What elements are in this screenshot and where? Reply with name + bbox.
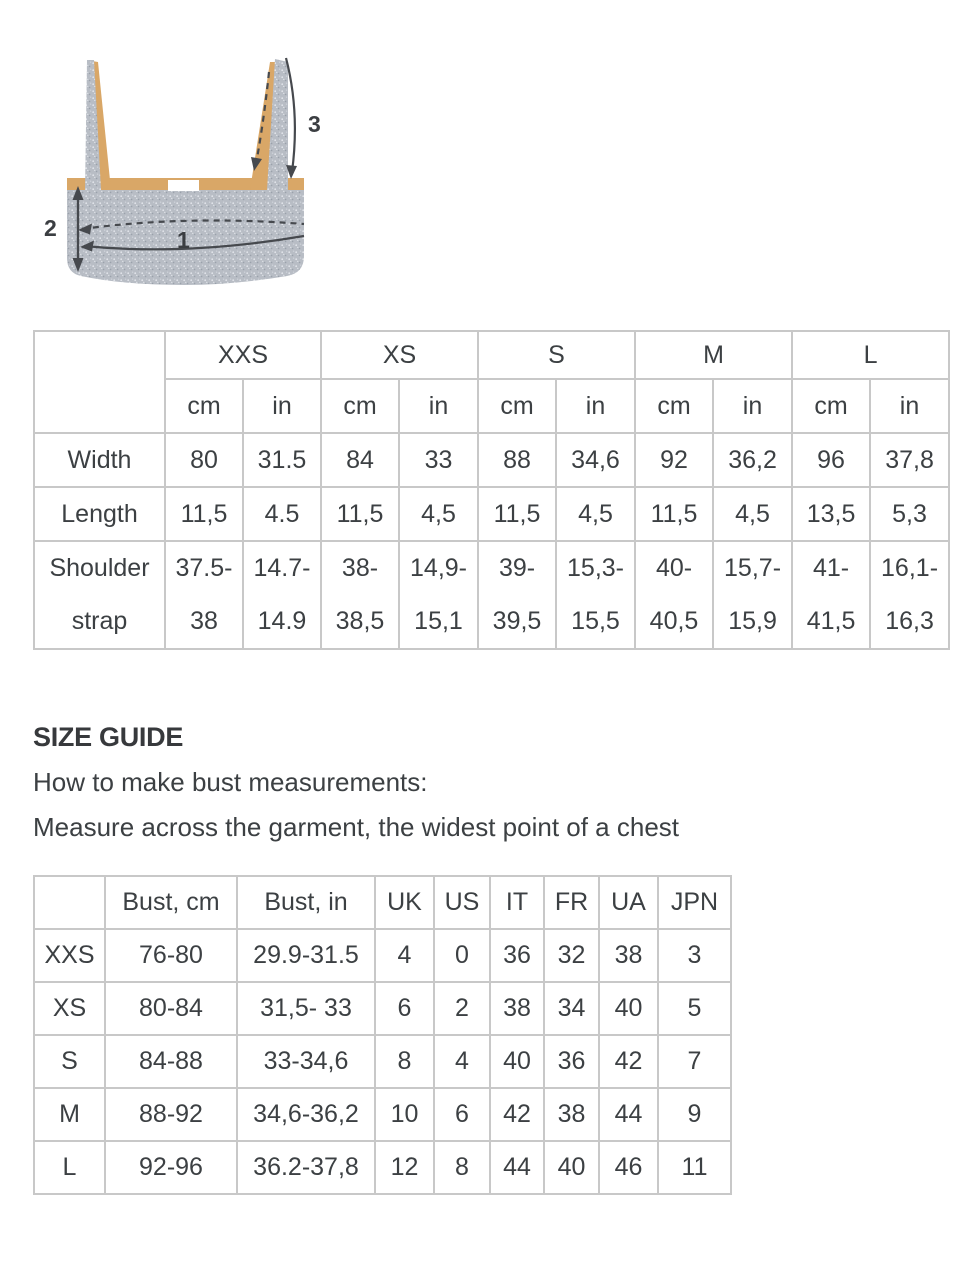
- conversion-header-row: [34, 876, 731, 929]
- cell: 44: [599, 1088, 658, 1141]
- unit-header: in: [243, 379, 321, 433]
- column-header: UA: [599, 876, 658, 929]
- cell: 5,3: [870, 487, 949, 541]
- cell: 4: [375, 929, 434, 982]
- cell: 40-40,5: [635, 541, 713, 649]
- garment-measurement-illustration: [36, 40, 336, 290]
- cell: 38: [599, 929, 658, 982]
- unit-header: in: [556, 379, 635, 433]
- size-conversion-table: [33, 875, 732, 1195]
- corner-cell: [34, 876, 105, 929]
- cell: 8: [375, 1035, 434, 1088]
- size-guide-instruction-1: How to make bust measurements:: [33, 767, 428, 797]
- cell: 15,7-15,9: [713, 541, 792, 649]
- cell: 96: [792, 433, 870, 487]
- cell: 11,5: [321, 487, 399, 541]
- measure-label-length: 2: [44, 215, 57, 241]
- cell: 4,5: [556, 487, 635, 541]
- row-label: Shoulder strap: [34, 541, 165, 649]
- cell: 37.5-38: [165, 541, 243, 649]
- unit-header: in: [870, 379, 949, 433]
- measurement-table: [33, 330, 950, 650]
- cell: 38: [544, 1088, 599, 1141]
- column-header: JPN: [658, 876, 731, 929]
- conversion-row-m: [34, 1088, 731, 1141]
- conversion-row-s: [34, 1035, 731, 1088]
- row-label: XXS: [34, 929, 105, 982]
- cell: 42: [599, 1035, 658, 1088]
- cell: 39-39,5: [478, 541, 556, 649]
- conversion-row-xs: [34, 982, 731, 1035]
- cell: 84: [321, 433, 399, 487]
- cell: 6: [434, 1088, 490, 1141]
- column-header: FR: [544, 876, 599, 929]
- cell: 9: [658, 1088, 731, 1141]
- cell: 80: [165, 433, 243, 487]
- cell: 46: [599, 1141, 658, 1194]
- cell: 40: [490, 1035, 544, 1088]
- cell: 36: [544, 1035, 599, 1088]
- cell: 14,9-15,1: [399, 541, 478, 649]
- cell: 11,5: [165, 487, 243, 541]
- cell: 31,5- 33: [237, 982, 375, 1035]
- unit-header: cm: [165, 379, 243, 433]
- size-header: M: [635, 331, 792, 379]
- cell: 38: [490, 982, 544, 1035]
- unit-header-row: [34, 379, 949, 433]
- column-header: UK: [375, 876, 434, 929]
- unit-header: cm: [478, 379, 556, 433]
- cell: 5: [658, 982, 731, 1035]
- table-row-shoulder-strap: [34, 541, 949, 649]
- column-header: IT: [490, 876, 544, 929]
- care-label-tag: [168, 180, 199, 191]
- measure-label-width: 1: [177, 227, 190, 253]
- row-label: M: [34, 1088, 105, 1141]
- row-label: Length: [34, 487, 165, 541]
- table-row-length: [34, 487, 949, 541]
- cell: 7: [658, 1035, 731, 1088]
- cell: 33-34,6: [237, 1035, 375, 1088]
- cell: 16,1-16,3: [870, 541, 949, 649]
- cell: 37,8: [870, 433, 949, 487]
- cell: 41-41,5: [792, 541, 870, 649]
- cell: 32: [544, 929, 599, 982]
- cell: 13,5: [792, 487, 870, 541]
- conversion-row-xxs: [34, 929, 731, 982]
- corner-cell: [34, 331, 165, 433]
- row-label: XS: [34, 982, 105, 1035]
- cell: 11: [658, 1141, 731, 1194]
- cell: 36.2-37,8: [237, 1141, 375, 1194]
- cell: 92: [635, 433, 713, 487]
- left-strap: [85, 60, 111, 190]
- size-guide-title: SIZE GUIDE: [33, 722, 184, 752]
- conversion-row-l: [34, 1141, 731, 1194]
- cell: 31.5: [243, 433, 321, 487]
- cell: 14.7-14.9: [243, 541, 321, 649]
- cell: 4: [434, 1035, 490, 1088]
- cell: 4.5: [243, 487, 321, 541]
- unit-header: cm: [635, 379, 713, 433]
- size-guide-section: [33, 722, 679, 842]
- size-header: XS: [321, 331, 478, 379]
- cell: 10: [375, 1088, 434, 1141]
- cell: 88: [478, 433, 556, 487]
- cell: 76-80: [105, 929, 237, 982]
- cell: 15,3-15,5: [556, 541, 635, 649]
- cell: 44: [490, 1141, 544, 1194]
- measure-label-strap: 3: [308, 111, 321, 137]
- size-header: S: [478, 331, 635, 379]
- cell: 2: [434, 982, 490, 1035]
- column-header: US: [434, 876, 490, 929]
- unit-header: in: [399, 379, 478, 433]
- cell: 4,5: [713, 487, 792, 541]
- cell: 0: [434, 929, 490, 982]
- cell: 29.9-31.5: [237, 929, 375, 982]
- cell: 92-96: [105, 1141, 237, 1194]
- cell: 11,5: [635, 487, 713, 541]
- cell: 84-88: [105, 1035, 237, 1088]
- cell: 8: [434, 1141, 490, 1194]
- size-header: L: [792, 331, 949, 379]
- cell: 34,6-36,2: [237, 1088, 375, 1141]
- row-label: L: [34, 1141, 105, 1194]
- size-header: XXS: [165, 331, 321, 379]
- cell: 34: [544, 982, 599, 1035]
- cell: 12: [375, 1141, 434, 1194]
- unit-header: in: [713, 379, 792, 433]
- cell: 4,5: [399, 487, 478, 541]
- unit-header: cm: [792, 379, 870, 433]
- cell: 40: [544, 1141, 599, 1194]
- cell: 36: [490, 929, 544, 982]
- cell: 6: [375, 982, 434, 1035]
- unit-header: cm: [321, 379, 399, 433]
- size-header-row: [34, 331, 949, 379]
- cell: 42: [490, 1088, 544, 1141]
- cell: 11,5: [478, 487, 556, 541]
- cell: 38-38,5: [321, 541, 399, 649]
- cell: 3: [658, 929, 731, 982]
- column-header: Bust, cm: [105, 876, 237, 929]
- cell: 33: [399, 433, 478, 487]
- row-label: S: [34, 1035, 105, 1088]
- cell: 80-84: [105, 982, 237, 1035]
- cell: 34,6: [556, 433, 635, 487]
- right-strap: [250, 59, 288, 190]
- row-label: Width: [34, 433, 165, 487]
- cell: 88-92: [105, 1088, 237, 1141]
- column-header: Bust, in: [237, 876, 375, 929]
- cell: 36,2: [713, 433, 792, 487]
- size-guide-instruction-2: Measure across the garment, the widest point of a chest: [33, 812, 680, 842]
- cell: 40: [599, 982, 658, 1035]
- table-row-width: [34, 433, 949, 487]
